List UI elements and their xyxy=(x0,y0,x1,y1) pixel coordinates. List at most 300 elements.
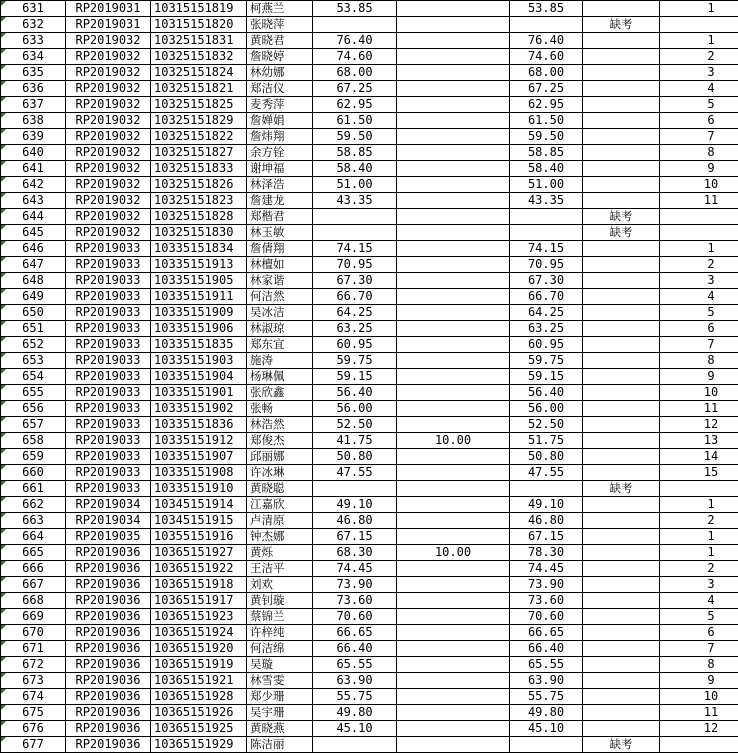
exam-room-cell[interactable]: RP2019032 xyxy=(66,145,151,161)
rank-cell[interactable]: 7 xyxy=(660,129,738,145)
row-number-cell[interactable] xyxy=(1,33,66,49)
bonus-score-cell[interactable] xyxy=(397,353,510,369)
exam-room-cell[interactable]: RP2019032 xyxy=(66,49,151,65)
row-number-cell[interactable] xyxy=(1,625,66,641)
bonus-score-cell[interactable] xyxy=(397,609,510,625)
absence-note-cell[interactable] xyxy=(583,417,660,433)
absence-note-cell[interactable] xyxy=(583,721,660,737)
name-cell[interactable]: 柯燕兰 xyxy=(247,1,313,17)
row-number-cell[interactable] xyxy=(1,177,66,193)
rank-cell[interactable]: 6 xyxy=(660,321,738,337)
written-score-cell[interactable]: 73.90 xyxy=(313,577,397,593)
total-score-cell[interactable]: 61.50 xyxy=(510,113,583,129)
ticket-number-cell[interactable]: 10365151923 xyxy=(151,609,247,625)
bonus-score-cell[interactable] xyxy=(397,673,510,689)
bonus-score-cell[interactable] xyxy=(397,641,510,657)
name-cell[interactable]: 詹晓婷 xyxy=(247,49,313,65)
exam-room-cell[interactable]: RP2019033 xyxy=(66,321,151,337)
exam-room-cell[interactable]: RP2019032 xyxy=(66,113,151,129)
total-score-cell[interactable]: 67.30 xyxy=(510,273,583,289)
exam-room-cell[interactable]: RP2019036 xyxy=(66,705,151,721)
exam-room-cell[interactable]: RP2019036 xyxy=(66,721,151,737)
row-number-cell[interactable] xyxy=(1,401,66,417)
exam-room-cell[interactable]: RP2019036 xyxy=(66,561,151,577)
ticket-number-cell[interactable]: 10335151908 xyxy=(151,465,247,481)
rank-cell[interactable]: 3 xyxy=(660,577,738,593)
row-number-cell[interactable] xyxy=(1,513,66,529)
rank-cell[interactable]: 11 xyxy=(660,193,738,209)
row-number-cell[interactable] xyxy=(1,545,66,561)
name-cell[interactable]: 麦秀萍 xyxy=(247,97,313,113)
written-score-cell[interactable]: 70.95 xyxy=(313,257,397,273)
written-score-cell[interactable]: 47.55 xyxy=(313,465,397,481)
rank-cell[interactable]: 1 xyxy=(660,241,738,257)
bonus-score-cell[interactable] xyxy=(397,273,510,289)
row-number-cell[interactable] xyxy=(1,161,66,177)
exam-room-cell[interactable]: RP2019032 xyxy=(66,161,151,177)
absence-note-cell[interactable] xyxy=(583,673,660,689)
total-score-cell[interactable]: 49.10 xyxy=(510,497,583,513)
written-score-cell[interactable]: 68.30 xyxy=(313,545,397,561)
ticket-number-cell[interactable]: 10365151921 xyxy=(151,673,247,689)
name-cell[interactable]: 黄晓燕 xyxy=(247,721,313,737)
bonus-score-cell[interactable] xyxy=(397,33,510,49)
ticket-number-cell[interactable]: 10325151833 xyxy=(151,161,247,177)
absence-note-cell[interactable]: 缺考 xyxy=(583,209,660,225)
bonus-score-cell[interactable] xyxy=(397,1,510,17)
total-score-cell[interactable]: 43.35 xyxy=(510,193,583,209)
bonus-score-cell[interactable] xyxy=(397,225,510,241)
written-score-cell[interactable]: 73.60 xyxy=(313,593,397,609)
rank-cell[interactable]: 1 xyxy=(660,1,738,17)
name-cell[interactable]: 林玉敏 xyxy=(247,225,313,241)
written-score-cell[interactable] xyxy=(313,481,397,497)
ticket-number-cell[interactable]: 10325151827 xyxy=(151,145,247,161)
ticket-number-cell[interactable]: 10365151922 xyxy=(151,561,247,577)
total-score-cell[interactable]: 51.75 xyxy=(510,433,583,449)
total-score-cell[interactable] xyxy=(510,17,583,33)
ticket-number-cell[interactable]: 10325151821 xyxy=(151,81,247,97)
bonus-score-cell[interactable] xyxy=(397,209,510,225)
exam-room-cell[interactable]: RP2019035 xyxy=(66,529,151,545)
absence-note-cell[interactable] xyxy=(583,337,660,353)
written-score-cell[interactable]: 53.85 xyxy=(313,1,397,17)
total-score-cell[interactable]: 62.95 xyxy=(510,97,583,113)
absence-note-cell[interactable] xyxy=(583,401,660,417)
exam-room-cell[interactable]: RP2019033 xyxy=(66,353,151,369)
absence-note-cell[interactable] xyxy=(583,241,660,257)
row-number-cell[interactable] xyxy=(1,481,66,497)
exam-room-cell[interactable]: RP2019032 xyxy=(66,193,151,209)
rank-cell[interactable]: 7 xyxy=(660,337,738,353)
ticket-number-cell[interactable]: 10335151912 xyxy=(151,433,247,449)
rank-cell[interactable] xyxy=(660,225,738,241)
row-number-cell[interactable] xyxy=(1,737,66,753)
absence-note-cell[interactable] xyxy=(583,129,660,145)
total-score-cell[interactable]: 59.50 xyxy=(510,129,583,145)
name-cell[interactable]: 詹炜翔 xyxy=(247,129,313,145)
ticket-number-cell[interactable]: 10365151919 xyxy=(151,657,247,673)
name-cell[interactable]: 黄晓君 xyxy=(247,33,313,49)
written-score-cell[interactable]: 50.80 xyxy=(313,449,397,465)
rank-cell[interactable]: 8 xyxy=(660,145,738,161)
bonus-score-cell[interactable] xyxy=(397,369,510,385)
rank-cell[interactable]: 5 xyxy=(660,97,738,113)
bonus-score-cell[interactable] xyxy=(397,17,510,33)
absence-note-cell[interactable] xyxy=(583,353,660,369)
row-number-cell[interactable] xyxy=(1,209,66,225)
name-cell[interactable]: 许梓纯 xyxy=(247,625,313,641)
name-cell[interactable]: 郑俊杰 xyxy=(247,433,313,449)
row-number-cell[interactable] xyxy=(1,81,66,97)
absence-note-cell[interactable] xyxy=(583,705,660,721)
bonus-score-cell[interactable] xyxy=(397,337,510,353)
row-number-cell[interactable] xyxy=(1,353,66,369)
absence-note-cell[interactable] xyxy=(583,689,660,705)
rank-cell[interactable]: 12 xyxy=(660,417,738,433)
absence-note-cell[interactable] xyxy=(583,305,660,321)
exam-room-cell[interactable]: RP2019033 xyxy=(66,385,151,401)
written-score-cell[interactable]: 65.55 xyxy=(313,657,397,673)
absence-note-cell[interactable] xyxy=(583,161,660,177)
rank-cell[interactable]: 10 xyxy=(660,689,738,705)
written-score-cell[interactable] xyxy=(313,17,397,33)
ticket-number-cell[interactable]: 10335151904 xyxy=(151,369,247,385)
written-score-cell[interactable]: 49.80 xyxy=(313,705,397,721)
ticket-number-cell[interactable]: 10345151915 xyxy=(151,513,247,529)
ticket-number-cell[interactable]: 10325151829 xyxy=(151,113,247,129)
ticket-number-cell[interactable]: 10335151910 xyxy=(151,481,247,497)
exam-room-cell[interactable]: RP2019033 xyxy=(66,401,151,417)
exam-room-cell[interactable]: RP2019034 xyxy=(66,513,151,529)
row-number-cell[interactable] xyxy=(1,321,66,337)
total-score-cell[interactable] xyxy=(510,225,583,241)
total-score-cell[interactable]: 58.85 xyxy=(510,145,583,161)
rank-cell[interactable]: 8 xyxy=(660,657,738,673)
ticket-number-cell[interactable]: 10335151835 xyxy=(151,337,247,353)
name-cell[interactable]: 何洁绵 xyxy=(247,641,313,657)
bonus-score-cell[interactable] xyxy=(397,113,510,129)
bonus-score-cell[interactable] xyxy=(397,497,510,513)
name-cell[interactable]: 詹婵娟 xyxy=(247,113,313,129)
name-cell[interactable]: 郑楷君 xyxy=(247,209,313,225)
written-score-cell[interactable]: 68.00 xyxy=(313,65,397,81)
written-score-cell[interactable]: 51.00 xyxy=(313,177,397,193)
ticket-number-cell[interactable]: 10335151903 xyxy=(151,353,247,369)
written-score-cell[interactable]: 55.75 xyxy=(313,689,397,705)
written-score-cell[interactable]: 61.50 xyxy=(313,113,397,129)
total-score-cell[interactable]: 78.30 xyxy=(510,545,583,561)
absence-note-cell[interactable] xyxy=(583,609,660,625)
row-number-cell[interactable] xyxy=(1,609,66,625)
exam-room-cell[interactable]: RP2019033 xyxy=(66,433,151,449)
absence-note-cell[interactable] xyxy=(583,657,660,673)
bonus-score-cell[interactable] xyxy=(397,385,510,401)
bonus-score-cell[interactable] xyxy=(397,161,510,177)
written-score-cell[interactable]: 41.75 xyxy=(313,433,397,449)
absence-note-cell[interactable] xyxy=(583,289,660,305)
exam-room-cell[interactable]: RP2019033 xyxy=(66,257,151,273)
total-score-cell[interactable]: 66.65 xyxy=(510,625,583,641)
name-cell[interactable]: 林雪雯 xyxy=(247,673,313,689)
exam-room-cell[interactable]: RP2019031 xyxy=(66,1,151,17)
ticket-number-cell[interactable]: 10355151916 xyxy=(151,529,247,545)
absence-note-cell[interactable] xyxy=(583,177,660,193)
absence-note-cell[interactable] xyxy=(583,113,660,129)
total-score-cell[interactable]: 50.80 xyxy=(510,449,583,465)
bonus-score-cell[interactable]: 10.00 xyxy=(397,433,510,449)
exam-room-cell[interactable]: RP2019036 xyxy=(66,737,151,753)
ticket-number-cell[interactable]: 10315151819 xyxy=(151,1,247,17)
absence-note-cell[interactable] xyxy=(583,513,660,529)
bonus-score-cell[interactable] xyxy=(397,193,510,209)
exam-room-cell[interactable]: RP2019032 xyxy=(66,65,151,81)
rank-cell[interactable]: 10 xyxy=(660,385,738,401)
absence-note-cell[interactable] xyxy=(583,385,660,401)
written-score-cell[interactable]: 49.10 xyxy=(313,497,397,513)
exam-room-cell[interactable]: RP2019033 xyxy=(66,465,151,481)
total-score-cell[interactable]: 52.50 xyxy=(510,417,583,433)
written-score-cell[interactable]: 74.15 xyxy=(313,241,397,257)
name-cell[interactable]: 张欣鑫 xyxy=(247,385,313,401)
bonus-score-cell[interactable] xyxy=(397,97,510,113)
written-score-cell[interactable]: 67.15 xyxy=(313,529,397,545)
row-number-cell[interactable] xyxy=(1,593,66,609)
written-score-cell[interactable]: 60.95 xyxy=(313,337,397,353)
ticket-number-cell[interactable]: 10325151823 xyxy=(151,193,247,209)
bonus-score-cell[interactable] xyxy=(397,513,510,529)
name-cell[interactable]: 黄晓聪 xyxy=(247,481,313,497)
absence-note-cell[interactable] xyxy=(583,193,660,209)
total-score-cell[interactable]: 53.85 xyxy=(510,1,583,17)
rank-cell[interactable]: 1 xyxy=(660,497,738,513)
total-score-cell[interactable]: 74.15 xyxy=(510,241,583,257)
name-cell[interactable]: 张畅 xyxy=(247,401,313,417)
exam-room-cell[interactable]: RP2019036 xyxy=(66,577,151,593)
row-number-cell[interactable] xyxy=(1,657,66,673)
ticket-number-cell[interactable]: 10335151909 xyxy=(151,305,247,321)
absence-note-cell[interactable] xyxy=(583,641,660,657)
name-cell[interactable]: 何洁然 xyxy=(247,289,313,305)
absence-note-cell[interactable] xyxy=(583,273,660,289)
ticket-number-cell[interactable]: 10335151906 xyxy=(151,321,247,337)
bonus-score-cell[interactable] xyxy=(397,481,510,497)
name-cell[interactable]: 郑东宜 xyxy=(247,337,313,353)
exam-room-cell[interactable]: RP2019033 xyxy=(66,273,151,289)
exam-room-cell[interactable]: RP2019031 xyxy=(66,17,151,33)
total-score-cell[interactable]: 74.60 xyxy=(510,49,583,65)
row-number-cell[interactable] xyxy=(1,497,66,513)
bonus-score-cell[interactable]: 10.00 xyxy=(397,545,510,561)
bonus-score-cell[interactable] xyxy=(397,81,510,97)
row-number-cell[interactable] xyxy=(1,369,66,385)
total-score-cell[interactable]: 64.25 xyxy=(510,305,583,321)
written-score-cell[interactable] xyxy=(313,225,397,241)
total-score-cell[interactable]: 67.25 xyxy=(510,81,583,97)
absence-note-cell[interactable]: 缺考 xyxy=(583,737,660,753)
row-number-cell[interactable] xyxy=(1,689,66,705)
written-score-cell[interactable] xyxy=(313,737,397,753)
exam-room-cell[interactable]: RP2019034 xyxy=(66,497,151,513)
bonus-score-cell[interactable] xyxy=(397,305,510,321)
exam-room-cell[interactable]: RP2019032 xyxy=(66,177,151,193)
absence-note-cell[interactable]: 缺考 xyxy=(583,225,660,241)
rank-cell[interactable]: 3 xyxy=(660,273,738,289)
written-score-cell[interactable]: 74.60 xyxy=(313,49,397,65)
bonus-score-cell[interactable] xyxy=(397,625,510,641)
name-cell[interactable]: 许冰琳 xyxy=(247,465,313,481)
total-score-cell[interactable]: 56.00 xyxy=(510,401,583,417)
absence-note-cell[interactable] xyxy=(583,33,660,49)
ticket-number-cell[interactable]: 10365151917 xyxy=(151,593,247,609)
rank-cell[interactable] xyxy=(660,209,738,225)
written-score-cell[interactable]: 67.25 xyxy=(313,81,397,97)
name-cell[interactable]: 陈洁丽 xyxy=(247,737,313,753)
bonus-score-cell[interactable] xyxy=(397,289,510,305)
name-cell[interactable]: 林幼娜 xyxy=(247,65,313,81)
bonus-score-cell[interactable] xyxy=(397,129,510,145)
total-score-cell[interactable]: 45.10 xyxy=(510,721,583,737)
bonus-score-cell[interactable] xyxy=(397,657,510,673)
rank-cell[interactable]: 5 xyxy=(660,609,738,625)
exam-room-cell[interactable]: RP2019036 xyxy=(66,689,151,705)
rank-cell[interactable]: 15 xyxy=(660,465,738,481)
absence-note-cell[interactable] xyxy=(583,529,660,545)
name-cell[interactable]: 卢清原 xyxy=(247,513,313,529)
name-cell[interactable]: 黄钊璇 xyxy=(247,593,313,609)
absence-note-cell[interactable] xyxy=(583,545,660,561)
row-number-cell[interactable] xyxy=(1,417,66,433)
absence-note-cell[interactable] xyxy=(583,321,660,337)
total-score-cell[interactable] xyxy=(510,737,583,753)
name-cell[interactable]: 黄烁 xyxy=(247,545,313,561)
written-score-cell[interactable]: 76.40 xyxy=(313,33,397,49)
exam-room-cell[interactable]: RP2019033 xyxy=(66,241,151,257)
written-score-cell[interactable]: 59.15 xyxy=(313,369,397,385)
name-cell[interactable]: 林淑琼 xyxy=(247,321,313,337)
absence-note-cell[interactable] xyxy=(583,97,660,113)
written-score-cell[interactable]: 67.30 xyxy=(313,273,397,289)
rank-cell[interactable]: 6 xyxy=(660,625,738,641)
rank-cell[interactable] xyxy=(660,481,738,497)
row-number-cell[interactable] xyxy=(1,561,66,577)
total-score-cell[interactable]: 70.60 xyxy=(510,609,583,625)
ticket-number-cell[interactable]: 10345151914 xyxy=(151,497,247,513)
ticket-number-cell[interactable]: 10325151822 xyxy=(151,129,247,145)
total-score-cell[interactable]: 46.80 xyxy=(510,513,583,529)
total-score-cell[interactable]: 66.70 xyxy=(510,289,583,305)
absence-note-cell[interactable] xyxy=(583,49,660,65)
name-cell[interactable]: 邱丽娜 xyxy=(247,449,313,465)
total-score-cell[interactable]: 58.40 xyxy=(510,161,583,177)
absence-note-cell[interactable] xyxy=(583,1,660,17)
written-score-cell[interactable]: 59.75 xyxy=(313,353,397,369)
exam-room-cell[interactable]: RP2019036 xyxy=(66,657,151,673)
absence-note-cell[interactable] xyxy=(583,81,660,97)
exam-room-cell[interactable]: RP2019033 xyxy=(66,417,151,433)
bonus-score-cell[interactable] xyxy=(397,561,510,577)
absence-note-cell[interactable] xyxy=(583,449,660,465)
total-score-cell[interactable]: 67.15 xyxy=(510,529,583,545)
bonus-score-cell[interactable] xyxy=(397,465,510,481)
bonus-score-cell[interactable] xyxy=(397,705,510,721)
rank-cell[interactable]: 7 xyxy=(660,641,738,657)
bonus-score-cell[interactable] xyxy=(397,417,510,433)
name-cell[interactable]: 余方铨 xyxy=(247,145,313,161)
row-number-cell[interactable] xyxy=(1,529,66,545)
name-cell[interactable]: 林泽浩 xyxy=(247,177,313,193)
written-score-cell[interactable]: 58.85 xyxy=(313,145,397,161)
rank-cell[interactable]: 11 xyxy=(660,705,738,721)
name-cell[interactable]: 蔡锦兰 xyxy=(247,609,313,625)
written-score-cell[interactable]: 56.00 xyxy=(313,401,397,417)
written-score-cell[interactable]: 74.45 xyxy=(313,561,397,577)
row-number-cell[interactable] xyxy=(1,305,66,321)
exam-room-cell[interactable]: RP2019036 xyxy=(66,673,151,689)
written-score-cell[interactable]: 66.70 xyxy=(313,289,397,305)
total-score-cell[interactable] xyxy=(510,209,583,225)
rank-cell[interactable]: 2 xyxy=(660,257,738,273)
exam-room-cell[interactable]: RP2019033 xyxy=(66,337,151,353)
row-number-cell[interactable] xyxy=(1,641,66,657)
name-cell[interactable]: 詹倩翔 xyxy=(247,241,313,257)
rank-cell[interactable] xyxy=(660,737,738,753)
bonus-score-cell[interactable] xyxy=(397,241,510,257)
bonus-score-cell[interactable] xyxy=(397,737,510,753)
ticket-number-cell[interactable]: 10365151924 xyxy=(151,625,247,641)
ticket-number-cell[interactable]: 10365151929 xyxy=(151,737,247,753)
rank-cell[interactable]: 1 xyxy=(660,545,738,561)
name-cell[interactable]: 吴冰洁 xyxy=(247,305,313,321)
total-score-cell[interactable]: 70.95 xyxy=(510,257,583,273)
total-score-cell[interactable]: 47.55 xyxy=(510,465,583,481)
ticket-number-cell[interactable]: 10365151918 xyxy=(151,577,247,593)
absence-note-cell[interactable] xyxy=(583,497,660,513)
ticket-number-cell[interactable]: 10365151928 xyxy=(151,689,247,705)
ticket-number-cell[interactable]: 10335151907 xyxy=(151,449,247,465)
ticket-number-cell[interactable]: 10335151834 xyxy=(151,241,247,257)
written-score-cell[interactable]: 52.50 xyxy=(313,417,397,433)
row-number-cell[interactable] xyxy=(1,273,66,289)
ticket-number-cell[interactable]: 10315151820 xyxy=(151,17,247,33)
written-score-cell[interactable]: 63.25 xyxy=(313,321,397,337)
row-number-cell[interactable] xyxy=(1,337,66,353)
exam-room-cell[interactable]: RP2019032 xyxy=(66,81,151,97)
name-cell[interactable]: 林檀如 xyxy=(247,257,313,273)
row-number-cell[interactable] xyxy=(1,97,66,113)
absence-note-cell[interactable] xyxy=(583,257,660,273)
total-score-cell[interactable]: 63.25 xyxy=(510,321,583,337)
rank-cell[interactable]: 4 xyxy=(660,289,738,305)
rank-cell[interactable]: 9 xyxy=(660,673,738,689)
total-score-cell[interactable]: 76.40 xyxy=(510,33,583,49)
exam-room-cell[interactable]: RP2019032 xyxy=(66,225,151,241)
ticket-number-cell[interactable]: 10365151926 xyxy=(151,705,247,721)
ticket-number-cell[interactable]: 10325151832 xyxy=(151,49,247,65)
rank-cell[interactable]: 14 xyxy=(660,449,738,465)
row-number-cell[interactable] xyxy=(1,465,66,481)
row-number-cell[interactable] xyxy=(1,113,66,129)
rank-cell[interactable]: 2 xyxy=(660,561,738,577)
written-score-cell[interactable]: 64.25 xyxy=(313,305,397,321)
total-score-cell[interactable]: 73.60 xyxy=(510,593,583,609)
bonus-score-cell[interactable] xyxy=(397,257,510,273)
written-score-cell[interactable]: 59.50 xyxy=(313,129,397,145)
name-cell[interactable]: 钟杰娜 xyxy=(247,529,313,545)
exam-room-cell[interactable]: RP2019036 xyxy=(66,609,151,625)
row-number-cell[interactable] xyxy=(1,289,66,305)
exam-room-cell[interactable]: RP2019032 xyxy=(66,33,151,49)
